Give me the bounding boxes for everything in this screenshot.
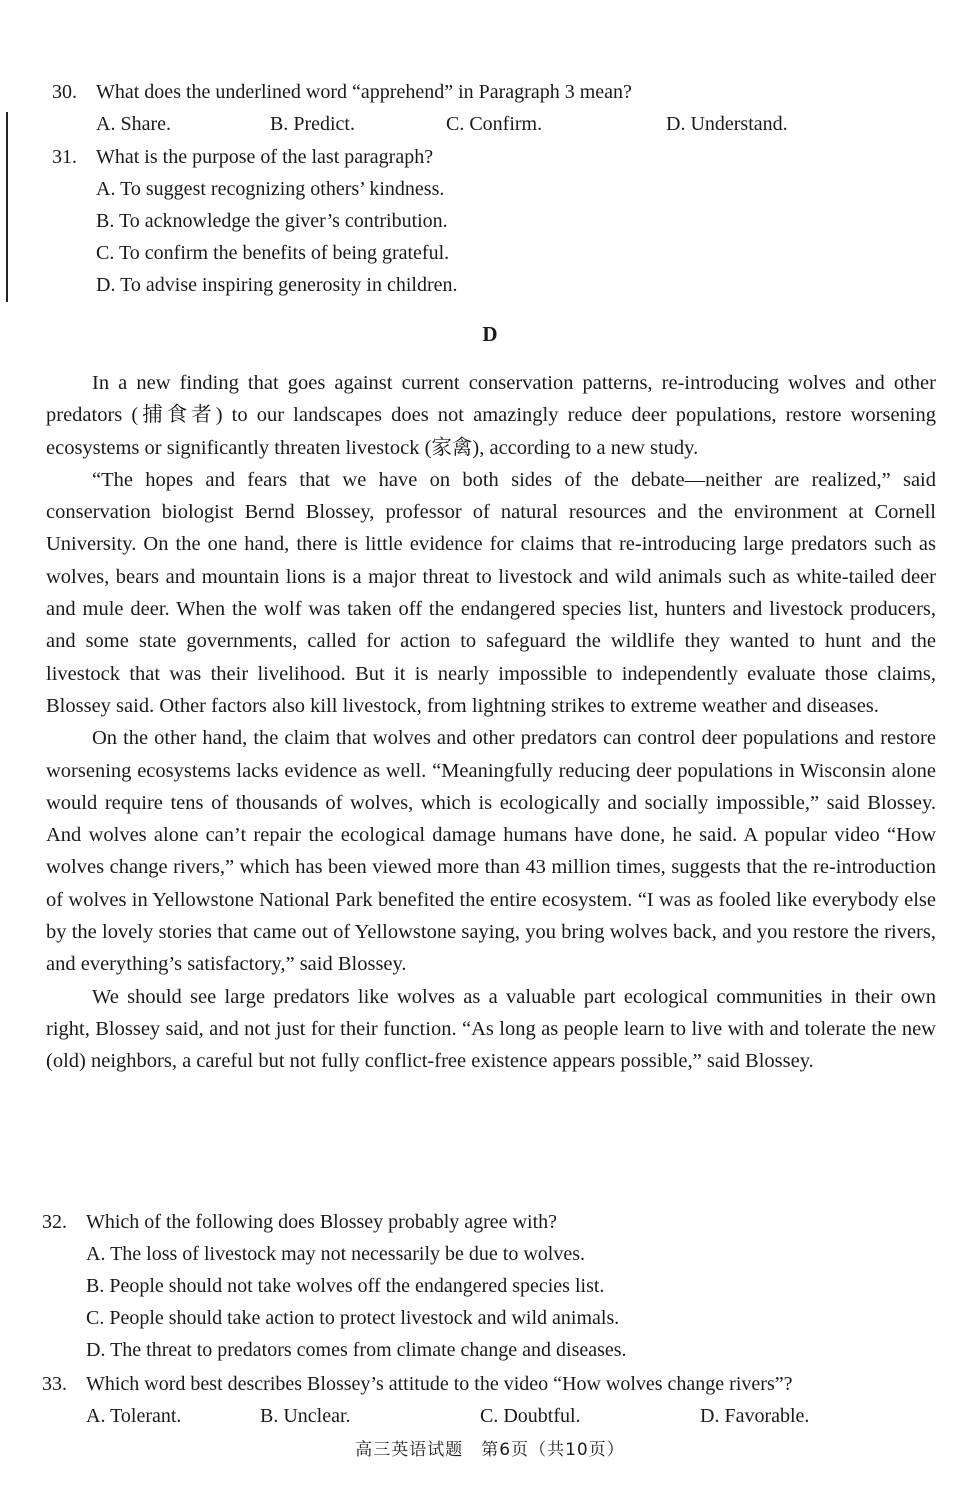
option-c: C. Confirm. xyxy=(446,113,543,135)
passage-paragraph-2: “The hopes and fears that we have on both sides of the debate—neither are realized,” said conservation biologist Bernd Blossey, professor of natural resources and the environment at Cornell University. On the one hand, there is little evidence for claims that re-introducing large predators such as wolves, bears and mountain lions is a major threat to livestock and wild animals such as white-tailed deer and mule deer. When the wolf was taken off the endangered species list, hunters and livestock producers, and some state governments, called for action to safeguard the wildlife they wanted to hunt and the livestock that was their livelihood. But it is nearly impossible to independently evaluate those claims, Blossey said. Other factors also kill livestock, from lightning strikes to extreme weather and diseases. xyxy=(46,468,936,717)
option-a: A. To suggest recognizing others’ kindness. xyxy=(96,178,445,200)
question-32-stem xyxy=(42,1206,922,1238)
option-c: C. People should take action to protect livestock and wild animals. xyxy=(86,1307,620,1329)
question-text: Which word best describes Blossey’s attitude to the video “How wolves change rivers”? xyxy=(86,1373,793,1395)
question-number: 32. xyxy=(42,1211,67,1233)
passage-paragraph-1: In a new finding that goes against current conservation patterns, re-introducing wolves and other predators (捕食者) to our landscapes does not amazingly reduce deer populations, restore worsening ecosystems or significantly threaten livestock (家禽), according to a new study. xyxy=(46,372,936,459)
margin-line xyxy=(6,112,8,302)
option-d: D. To advise inspiring generosity in children. xyxy=(96,274,458,296)
question-31 xyxy=(52,141,932,301)
question-text: Which of the following does Blossey probably agree with? xyxy=(86,1211,557,1233)
option-b: B. Predict. xyxy=(270,113,355,135)
question-text: What does the underlined word “apprehend” in Paragraph 3 mean? xyxy=(96,81,632,103)
reading-passage xyxy=(46,367,936,1078)
question-33-stem xyxy=(42,1368,922,1400)
option-a: A. Tolerant. xyxy=(86,1405,182,1427)
option-b: B. To acknowledge the giver’s contribution. xyxy=(96,210,448,232)
option-c: C. Doubtful. xyxy=(480,1405,581,1427)
option-b: B. People should not take wolves off the endangered species list. xyxy=(86,1275,605,1297)
question-30-stem xyxy=(52,76,932,108)
option-a: A. Share. xyxy=(96,113,171,135)
option-a: A. The loss of livestock may not necessarily be due to wolves. xyxy=(86,1243,585,1265)
option-d: D. The threat to predators comes from climate change and diseases. xyxy=(86,1339,627,1361)
option-d: D. Favorable. xyxy=(700,1405,810,1427)
option-d: D. Understand. xyxy=(666,113,788,135)
question-32 xyxy=(42,1206,922,1366)
question-number: 30. xyxy=(52,81,77,103)
section-title: D xyxy=(482,322,498,346)
question-number: 31. xyxy=(52,146,77,168)
question-number: 33. xyxy=(42,1373,67,1395)
question-33 xyxy=(42,1368,922,1432)
question-30-options xyxy=(52,108,932,140)
page-footer: 高三英语试题 第6页（共10页） xyxy=(355,1440,625,1460)
question-30 xyxy=(52,76,932,140)
passage-paragraph-4: We should see large predators like wolves as a valuable part ecological communities in their own right, Blossey said, and not just for their function. “As long as people learn to live with and tolerate the new (old) neighbors, a careful but not fully conflict-free existence appears possible,” said Blossey. xyxy=(46,985,936,1073)
option-c: C. To confirm the benefits of being grateful. xyxy=(96,242,450,264)
passage-paragraph-3: On the other hand, the claim that wolves and other predators can control deer populations and restore worsening ecosystems lacks evidence as well. “Meaningfully reducing deer populations in Wisconsin alone would require tens of thousands of wolves, which is ecologically and socially impossible,” said Blossey. And wolves alone can’t repair the ecological damage humans have done, he said. A popular video “How wolves change rivers,” which has been viewed more than 43 million times, suggests that the re-introduction of wolves in Yellowstone National Park benefited the entire ecosystem. “I was as fooled like everybody else by the lovely stories that came out of Yellowstone saying, you bring wolves back, and you restore the rivers, and everything’s satisfactory,” said Blossey. xyxy=(46,727,936,976)
question-33-options xyxy=(42,1400,922,1432)
option-b: B. Unclear. xyxy=(260,1405,351,1427)
question-31-stem xyxy=(52,141,932,173)
question-text: What is the purpose of the last paragraph? xyxy=(96,146,434,168)
